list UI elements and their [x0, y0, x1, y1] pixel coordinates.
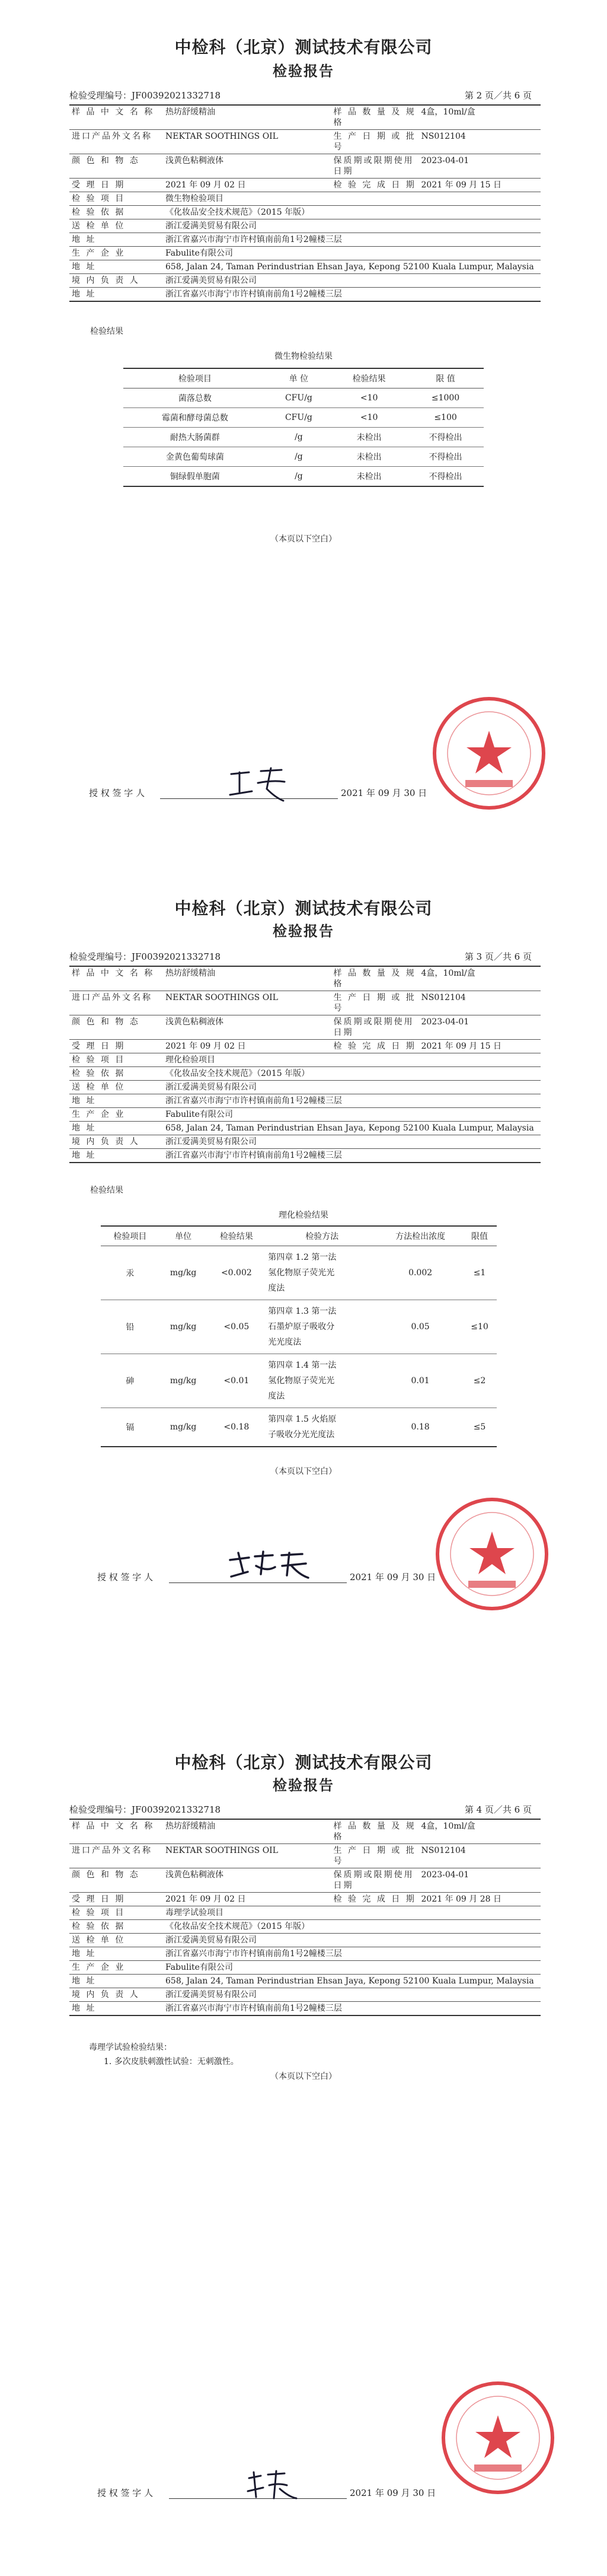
report-title: 检验报告: [273, 1776, 334, 1794]
field-value: 毒理学试验项目: [163, 1906, 541, 1920]
signer-label: 授 权 签 字 人: [97, 1572, 154, 1582]
table-row: [69, 1122, 541, 1135]
report-number: 检验受理编号：JF00392021332718: [69, 90, 221, 101]
field-value: 658, Jalan 24, Taman Perindustrian Ehsan Jaya, Kepong 52100 Kuala Lumpur, Malaysia: [163, 260, 541, 274]
table-row: [69, 233, 541, 247]
field-value: 浙江省嘉兴市海宁市许村镇南前角1号2幢楼三层: [163, 1149, 541, 1163]
field-value: NS012104: [419, 1844, 541, 1868]
method-line: 氢化物原子荧光光: [268, 1376, 335, 1386]
report-meta: [69, 950, 532, 963]
table-cell: 镉: [101, 1408, 159, 1447]
table-cell: ≤100: [407, 408, 484, 428]
company-name: 中检科（北京）测试技术有限公司: [174, 37, 433, 57]
method-line: 第四章 1.3 第一法: [268, 1307, 337, 1316]
table-row: [123, 428, 484, 447]
field-value: NEKTAR SOOTHINGS OIL: [163, 130, 331, 154]
table-row: [69, 1108, 541, 1122]
sample-info-table: [69, 104, 541, 302]
table-cell: [266, 1300, 378, 1354]
field-label: 送 检 单 位: [69, 1934, 163, 1947]
table-cell: 未检出: [331, 447, 407, 467]
page-number: 第 4 页／共 6 页: [464, 1804, 532, 1815]
field-value: Fabulite有限公司: [163, 247, 541, 260]
field-value: 2023-04-01: [419, 1015, 541, 1040]
table-cell: <0.01: [207, 1354, 266, 1408]
column-header: 检验结果: [207, 1226, 266, 1246]
signer-label: 授 权 签 字 人: [89, 788, 145, 798]
field-value: 微生物检验项目: [163, 192, 541, 206]
field-value: 浙江省嘉兴市海宁市许村镇南前角1号2幢楼三层: [163, 2002, 541, 2016]
column-header: 检验结果: [331, 368, 407, 389]
table-row: [69, 1934, 541, 1947]
field-value: NEKTAR SOOTHINGS OIL: [163, 991, 331, 1015]
sign-date: 2021 年 09 月 30 日: [341, 788, 427, 798]
method-line: 第四章 1.5 火焰原: [268, 1415, 337, 1424]
field-label: 检 验 项 目: [69, 192, 163, 206]
field-label: 检 验 项 目: [69, 1053, 163, 1067]
field-label: 地 址: [69, 1947, 163, 1961]
field-label: 颜 色 和 物 态: [69, 1015, 163, 1040]
micro-results-table: [123, 368, 484, 487]
results-heading: 检验结果: [90, 327, 123, 336]
sample-info-table: [69, 966, 541, 1163]
table-row: [69, 1040, 541, 1053]
table-row: [69, 247, 541, 260]
field-label: 样 品 数 量 及 规 格: [331, 105, 419, 130]
field-label: 进口产品外文名称: [69, 991, 163, 1015]
table-cell: 耐热大肠菌群: [123, 428, 267, 447]
field-value: 浅黄色粘稠液体: [163, 154, 331, 179]
field-label: 检 验 完 成 日 期: [331, 179, 419, 192]
field-label: 检 验 依 据: [69, 1067, 163, 1081]
table-row: [101, 1354, 497, 1408]
report-title: 检验报告: [273, 922, 334, 940]
table-cell: mg/kg: [159, 1246, 207, 1300]
table-row: [69, 288, 541, 302]
table-cell: 铜绿假单胞菌: [123, 467, 267, 487]
table-row: [69, 1819, 541, 1844]
table-row: [69, 1844, 541, 1868]
field-label: 检 验 依 据: [69, 206, 163, 219]
method-line: 子吸收分光光度法: [268, 1430, 335, 1440]
report-title: 检验报告: [273, 62, 334, 79]
sign-date: 2021 年 09 月 30 日: [350, 1572, 436, 1582]
table-cell: 未检出: [331, 467, 407, 487]
field-label: 保质期或限期使用日期: [331, 154, 419, 179]
field-value: NS012104: [419, 130, 541, 154]
page-number: 第 3 页／共 6 页: [464, 951, 532, 962]
table-row: [69, 1015, 541, 1040]
field-label: 样 品 中 文 名 称: [69, 105, 163, 130]
table-row: [69, 1906, 541, 1920]
table-row: [69, 1920, 541, 1934]
table-row: [69, 1081, 541, 1094]
table-row: [123, 447, 484, 467]
field-value: 浙江爱满美贸易有限公司: [163, 1988, 541, 2002]
field-value: 2023-04-01: [419, 1868, 541, 1893]
table-row: [69, 1893, 541, 1906]
table-cell: <0.18: [207, 1408, 266, 1447]
table-row: [69, 260, 541, 274]
table-cell: mg/kg: [159, 1300, 207, 1354]
report-page-4: [0, 1708, 607, 2576]
table-cell: 未检出: [331, 428, 407, 447]
handwritten-signature-icon: [225, 1548, 314, 1590]
table-cell: 不得检出: [407, 467, 484, 487]
table-row: [69, 1961, 541, 1975]
table-row: [69, 192, 541, 206]
field-label: 保质期或限期使用日期: [331, 1015, 419, 1040]
field-label: 颜 色 和 物 态: [69, 154, 163, 179]
field-label: 生 产 日 期 或 批 号: [331, 1844, 419, 1868]
column-header: 限 值: [407, 368, 484, 389]
field-value: 2021 年 09 月 02 日: [163, 1040, 331, 1053]
table-cell: 0.05: [378, 1300, 462, 1354]
table-row: [69, 1094, 541, 1108]
table-cell: mg/kg: [159, 1354, 207, 1408]
table-row: [69, 105, 541, 130]
field-value: 浙江省嘉兴市海宁市许村镇南前角1号2幢楼三层: [163, 233, 541, 247]
field-label: 生 产 企 业: [69, 1961, 163, 1975]
method-line: 度法: [268, 1392, 285, 1401]
field-value: 2021 年 09 月 02 日: [163, 179, 331, 192]
method-line: 第四章 1.2 第一法: [268, 1253, 337, 1262]
field-label: 送 检 单 位: [69, 219, 163, 233]
field-value: 658, Jalan 24, Taman Perindustrian Ehsan Jaya, Kepong 52100 Kuala Lumpur, Malaysia: [163, 1975, 541, 1988]
field-value: 浅黄色粘稠液体: [163, 1015, 331, 1040]
table-row: [69, 1135, 541, 1149]
table-cell: [266, 1246, 378, 1300]
field-label: 样 品 中 文 名 称: [69, 1819, 163, 1844]
field-value: Fabulite有限公司: [163, 1961, 541, 1975]
field-value: 热坊舒缓精油: [163, 1819, 331, 1844]
method-line: 第四章 1.4 第一法: [268, 1361, 337, 1370]
field-label: 样 品 数 量 及 规 格: [331, 966, 419, 991]
chem-results-table: [101, 1225, 497, 1447]
field-value: 《化妆品安全技术规范》（2015 年版）: [163, 1920, 541, 1934]
field-label: 地 址: [69, 1149, 163, 1163]
field-value: 浙江爱满美贸易有限公司: [163, 219, 541, 233]
table-cell: <10: [331, 408, 407, 428]
field-label: 检 验 完 成 日 期: [331, 1893, 419, 1906]
field-value: NS012104: [419, 991, 541, 1015]
chem-table-title: 理化检验结果: [279, 1211, 328, 1220]
column-header: 方法检出浓度: [378, 1226, 462, 1246]
micro-table-title: 微生物检验结果: [274, 352, 333, 361]
column-header: 限值: [462, 1226, 497, 1246]
field-label: 生 产 日 期 或 批 号: [331, 991, 419, 1015]
method-line: 度法: [268, 1284, 285, 1293]
end-of-page-note: （本页以下空白）: [270, 534, 337, 544]
tox-result-line: 1. 多次皮肤刺激性试验：无刺激性。: [104, 2057, 239, 2066]
report-meta: [69, 1803, 532, 1816]
column-header: 单位: [159, 1226, 207, 1246]
field-value: 浙江爱满美贸易有限公司: [163, 1081, 541, 1094]
report-number: 检验受理编号：JF00392021332718: [69, 1804, 221, 1815]
report-page-2: [0, 0, 607, 830]
field-label: 地 址: [69, 233, 163, 247]
table-row: [69, 274, 541, 288]
field-label: 进口产品外文名称: [69, 1844, 163, 1868]
field-value: 浙江爱满美贸易有限公司: [163, 1135, 541, 1149]
field-value: Fabulite有限公司: [163, 1108, 541, 1122]
table-row: [101, 1300, 497, 1354]
field-label: 受 理 日 期: [69, 1893, 163, 1906]
field-label: 地 址: [69, 2002, 163, 2016]
report-page-3: [0, 854, 607, 1685]
table-cell: /g: [267, 447, 331, 467]
field-label: 检 验 完 成 日 期: [331, 1040, 419, 1053]
field-label: 地 址: [69, 1975, 163, 1988]
table-row: [69, 1947, 541, 1961]
field-label: 境 内 负 责 人: [69, 1988, 163, 2002]
table-cell: ≤5: [462, 1408, 497, 1447]
field-label: 境 内 负 责 人: [69, 274, 163, 288]
method-line: 氢化物原子荧光光: [268, 1268, 335, 1278]
table-row: [69, 1067, 541, 1081]
table-row: [69, 219, 541, 233]
table-cell: ≤1: [462, 1246, 497, 1300]
field-value: 浙江省嘉兴市海宁市许村镇南前角1号2幢楼三层: [163, 288, 541, 302]
field-label: 地 址: [69, 1122, 163, 1135]
field-label: 地 址: [69, 1094, 163, 1108]
field-value: 热坊舒缓精油: [163, 966, 331, 991]
column-header: 单 位: [267, 368, 331, 389]
field-value: 《化妆品安全技术规范》（2015 年版）: [163, 206, 541, 219]
field-label: 生 产 日 期 或 批 号: [331, 130, 419, 154]
table-row: [123, 408, 484, 428]
table-row: [69, 2002, 541, 2016]
table-row: [123, 389, 484, 408]
table-row: [69, 1975, 541, 1988]
column-header: 检验项目: [101, 1226, 159, 1246]
table-cell: CFU/g: [267, 408, 331, 428]
field-label: 保质期或限期使用日期: [331, 1868, 419, 1893]
table-row: [69, 1053, 541, 1067]
table-row: [69, 130, 541, 154]
field-value: 浙江爱满美贸易有限公司: [163, 274, 541, 288]
field-label: 颜 色 和 物 态: [69, 1868, 163, 1893]
sign-date: 2021 年 09 月 30 日: [350, 2488, 436, 2498]
field-value: 《化妆品安全技术规范》（2015 年版）: [163, 1067, 541, 1081]
table-cell: 砷: [101, 1354, 159, 1408]
field-value: 浅黄色粘稠液体: [163, 1868, 331, 1893]
field-value: 658, Jalan 24, Taman Perindustrian Ehsan Jaya, Kepong 52100 Kuala Lumpur, Malaysia: [163, 1122, 541, 1135]
field-label: 生 产 企 业: [69, 1108, 163, 1122]
table-row: [69, 1988, 541, 2002]
field-value: 2023-04-01: [419, 154, 541, 179]
field-value: 2021 年 09 月 15 日: [419, 1040, 541, 1053]
column-header: 检验方法: [266, 1226, 378, 1246]
field-label: 境 内 负 责 人: [69, 1135, 163, 1149]
field-label: 检 验 依 据: [69, 1920, 163, 1934]
table-cell: [266, 1408, 378, 1447]
column-header: 检验项目: [123, 368, 267, 389]
field-label: 检 验 项 目: [69, 1906, 163, 1920]
handwritten-signature-icon: [225, 765, 290, 807]
table-cell: 金黄色葡萄球菌: [123, 447, 267, 467]
field-value: 热坊舒缓精油: [163, 105, 331, 130]
table-cell: CFU/g: [267, 389, 331, 408]
table-cell: [266, 1354, 378, 1408]
field-label: 样 品 数 量 及 规 格: [331, 1819, 419, 1844]
company-name: 中检科（北京）测试技术有限公司: [174, 1753, 433, 1772]
handwritten-signature-icon: [243, 2467, 302, 2509]
table-cell: ≤2: [462, 1354, 497, 1408]
end-of-page-note: （本页以下空白）: [270, 1467, 337, 1476]
table-cell: 菌落总数: [123, 389, 267, 408]
table-row: [101, 1408, 497, 1447]
table-cell: mg/kg: [159, 1408, 207, 1447]
field-value: 浙江省嘉兴市海宁市许村镇南前角1号2幢楼三层: [163, 1947, 541, 1961]
field-value: 浙江省嘉兴市海宁市许村镇南前角1号2幢楼三层: [163, 1094, 541, 1108]
table-cell: <0.05: [207, 1300, 266, 1354]
table-row: [69, 154, 541, 179]
field-value: 浙江爱满美贸易有限公司: [163, 1934, 541, 1947]
field-label: 地 址: [69, 260, 163, 274]
field-label: 地 址: [69, 288, 163, 302]
sample-info-table: [69, 1819, 541, 2016]
method-line: 光光度法: [268, 1338, 302, 1347]
field-value: NEKTAR SOOTHINGS OIL: [163, 1844, 331, 1868]
field-value: 4盒，10ml/盒: [419, 105, 541, 130]
table-cell: /g: [267, 467, 331, 487]
table-row: [69, 1868, 541, 1893]
field-label: 受 理 日 期: [69, 1040, 163, 1053]
table-cell: <0.002: [207, 1246, 266, 1300]
end-of-page-note: （本页以下空白）: [270, 2072, 337, 2081]
table-cell: 汞: [101, 1246, 159, 1300]
report-number: 检验受理编号：JF00392021332718: [69, 951, 221, 962]
table-row: [123, 467, 484, 487]
field-label: 生 产 企 业: [69, 247, 163, 260]
official-seal-icon: [433, 1495, 551, 1613]
field-label: 样 品 中 文 名 称: [69, 966, 163, 991]
field-value: 4盒，10ml/盒: [419, 966, 541, 991]
official-seal-icon: [430, 694, 548, 813]
field-label: 进口产品外文名称: [69, 130, 163, 154]
tox-section-heading: 毒理学试验检验结果：: [89, 2043, 172, 2052]
table-row: [69, 179, 541, 192]
table-cell: /g: [267, 428, 331, 447]
table-row: [69, 206, 541, 219]
table-cell: 铅: [101, 1300, 159, 1354]
table-cell: 霉菌和酵母菌总数: [123, 408, 267, 428]
page-number: 第 2 页／共 6 页: [464, 90, 532, 101]
table-row: [69, 966, 541, 991]
table-row: [101, 1246, 497, 1300]
table-cell: <10: [331, 389, 407, 408]
field-value: 2021 年 09 月 02 日: [163, 1893, 331, 1906]
report-meta: [69, 89, 532, 101]
signer-label: 授 权 签 字 人: [97, 2488, 154, 2498]
company-name: 中检科（北京）测试技术有限公司: [174, 899, 433, 918]
table-cell: 0.002: [378, 1246, 462, 1300]
table-row: [69, 991, 541, 1015]
field-value: 2021 年 09 月 15 日: [419, 179, 541, 192]
table-cell: 不得检出: [407, 428, 484, 447]
table-cell: 0.01: [378, 1354, 462, 1408]
field-value: 理化检验项目: [163, 1053, 541, 1067]
results-heading: 检验结果: [90, 1186, 123, 1195]
table-row: [69, 1149, 541, 1163]
method-line: 石墨炉原子吸收分: [268, 1322, 335, 1332]
table-cell: 0.18: [378, 1408, 462, 1447]
field-label: 送 检 单 位: [69, 1081, 163, 1094]
table-cell: 不得检出: [407, 447, 484, 467]
table-cell: ≤1000: [407, 389, 484, 408]
field-label: 受 理 日 期: [69, 179, 163, 192]
field-value: 4盒，10ml/盒: [419, 1819, 541, 1844]
field-value: 2021 年 09 月 28 日: [419, 1893, 541, 1906]
official-seal-icon: [439, 2378, 557, 2497]
table-cell: ≤10: [462, 1300, 497, 1354]
